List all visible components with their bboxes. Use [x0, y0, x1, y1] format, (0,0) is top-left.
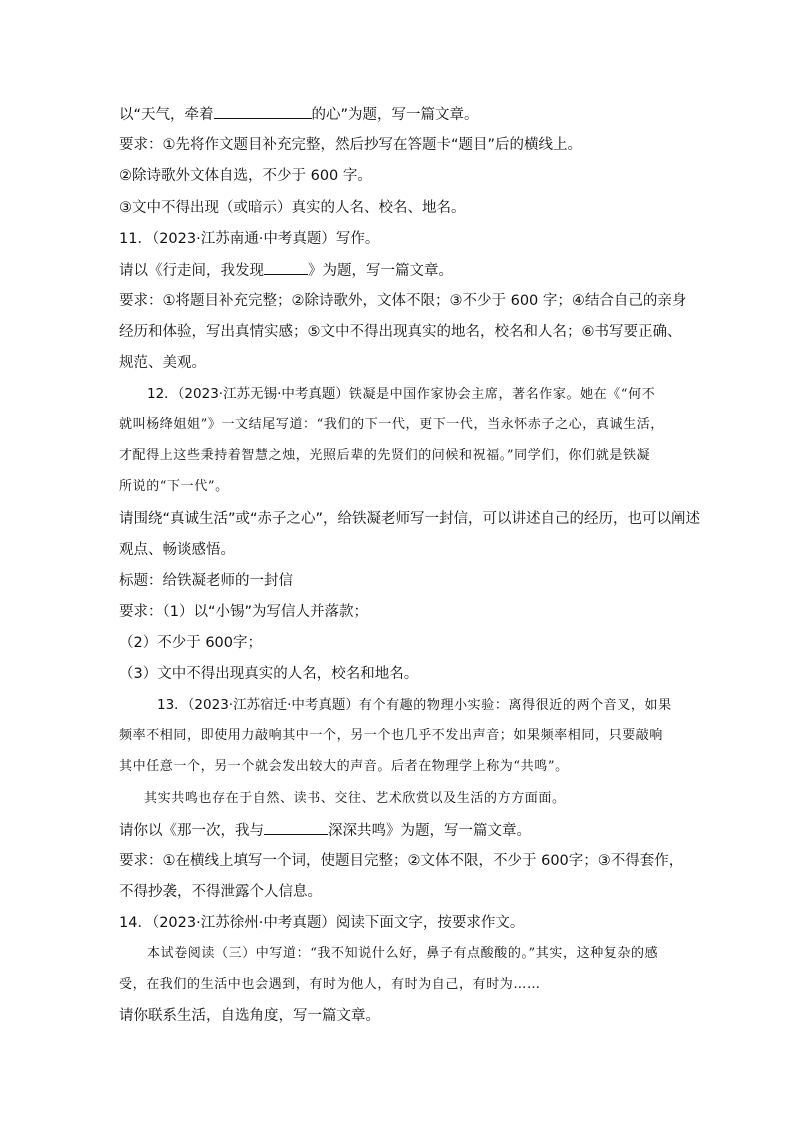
- requirement-line: ②除诗歌外文体自选，不少于 600 字。: [119, 168, 372, 184]
- question-13-passage: 其实共鸣也存在于自然、读书、交往、艺术欣赏以及生活的方方面面。: [144, 791, 566, 806]
- question-11-title: 请以《行走间，我发现 》为题，写一篇文章。: [119, 260, 453, 281]
- question-12-requirement: 要求：（1）以“小锡”为写信人并落款；: [119, 604, 368, 620]
- question-14-passage: 受，在我们的生活中也会遇到，有时为他人，有时为自己，有时为……: [119, 977, 541, 992]
- question-11-header: 11．（2023·江苏南通·中考真题）写作。: [119, 231, 380, 247]
- prompt-line: 以“天气，牵着 的心”为题，写一篇文章。: [119, 104, 479, 125]
- question-12-prompt: 观点、畅谈感悟。: [119, 542, 235, 558]
- question-11-requirement: 要求：①将题目补充完整；②除诗歌外，文体不限；③不少于 600 字；④结合自己的亲身: [119, 293, 687, 309]
- question-11-requirement: 规范、美观。: [119, 355, 206, 371]
- question-13-header: 13．（2023·江苏宿迁·中考真题）: [157, 697, 359, 713]
- question-13-requirement: 不得抄袭，不得泄露个人信息。: [119, 884, 322, 900]
- requirement-line: 要求：①先将作文题目补充完整，然后抄写在答题卡“题目”后的横线上。: [119, 137, 583, 153]
- question-13-passage: 13．（2023·江苏宿迁·中考真题）有个有趣的物理小实验：离得很近的两个音叉，如果: [157, 697, 672, 713]
- question-12-passage: 就叫杨绛姐姐”》一文结尾写道：“我们的下一代，更下一代，当永怀赤子之心，真诚生活，: [119, 417, 664, 432]
- question-12-passage: 12．（2023·江苏无锡·中考真题）铁凝是中国作家协会主席，著名作家。她在《“何不: [147, 386, 656, 402]
- fill-blank: [264, 260, 308, 275]
- question-14-prompt: 请你联系生活，自选角度，写一篇文章。: [119, 1008, 380, 1024]
- question-13-requirement: 要求：①在横线上填写一个词，使题目完整；②文体不限，不少于 600字；③不得套作，: [119, 853, 684, 869]
- question-12-title: 标题：给铁凝老师的一封信: [119, 573, 293, 589]
- question-12-passage: 所说的“下一代”。: [119, 479, 229, 494]
- question-14-header: 14．（2023·江苏徐州·中考真题）阅读下面文字，按要求作文。: [119, 915, 525, 931]
- fill-blank: [264, 820, 328, 835]
- question-12-passage: 才配得上这些秉持着智慧之烛，光照后辈的先贤们的问候和祝福。”同学们，你们就是铁凝: [119, 448, 651, 463]
- question-14-passage: 本试卷阅读（三）中写道：“我不知说什么好，鼻子有点酸酸的。”其实，这种复杂的感: [147, 946, 659, 961]
- question-13-title: 请你以《那一次，我与 深深共鸣》为题，写一篇文章。: [119, 820, 531, 841]
- question-12-prompt: 请围绕“真诚生活”或“赤子之心”，给铁凝老师写一封信，可以讲述自己的经历，也可以阐述: [119, 511, 701, 527]
- fill-blank: [214, 104, 312, 119]
- question-12-header: 12．（2023·江苏无锡·中考真题）: [147, 386, 349, 402]
- requirement-line: ③文中不得出现（或暗示）真实的人名、校名、地名。: [119, 200, 466, 216]
- question-13-passage: 频率不相同，即使用力敲响其中一个，另一个也几乎不发出声音；如果频率相同，只要敲响: [119, 728, 664, 743]
- question-12-requirement: （3）文中不得出现真实的人名，校名和地名。: [119, 666, 419, 682]
- question-13-passage: 其中任意一个，另一个就会发出较大的声音。后者在物理学上称为“共鸣”。: [119, 759, 569, 774]
- question-11-requirement: 经历和体验，写出真情实感；⑤文中不得出现真实的地名，校名和人名；⑥书写要正确、: [119, 324, 682, 340]
- question-12-requirement: （2）不少于 600字；: [119, 635, 263, 651]
